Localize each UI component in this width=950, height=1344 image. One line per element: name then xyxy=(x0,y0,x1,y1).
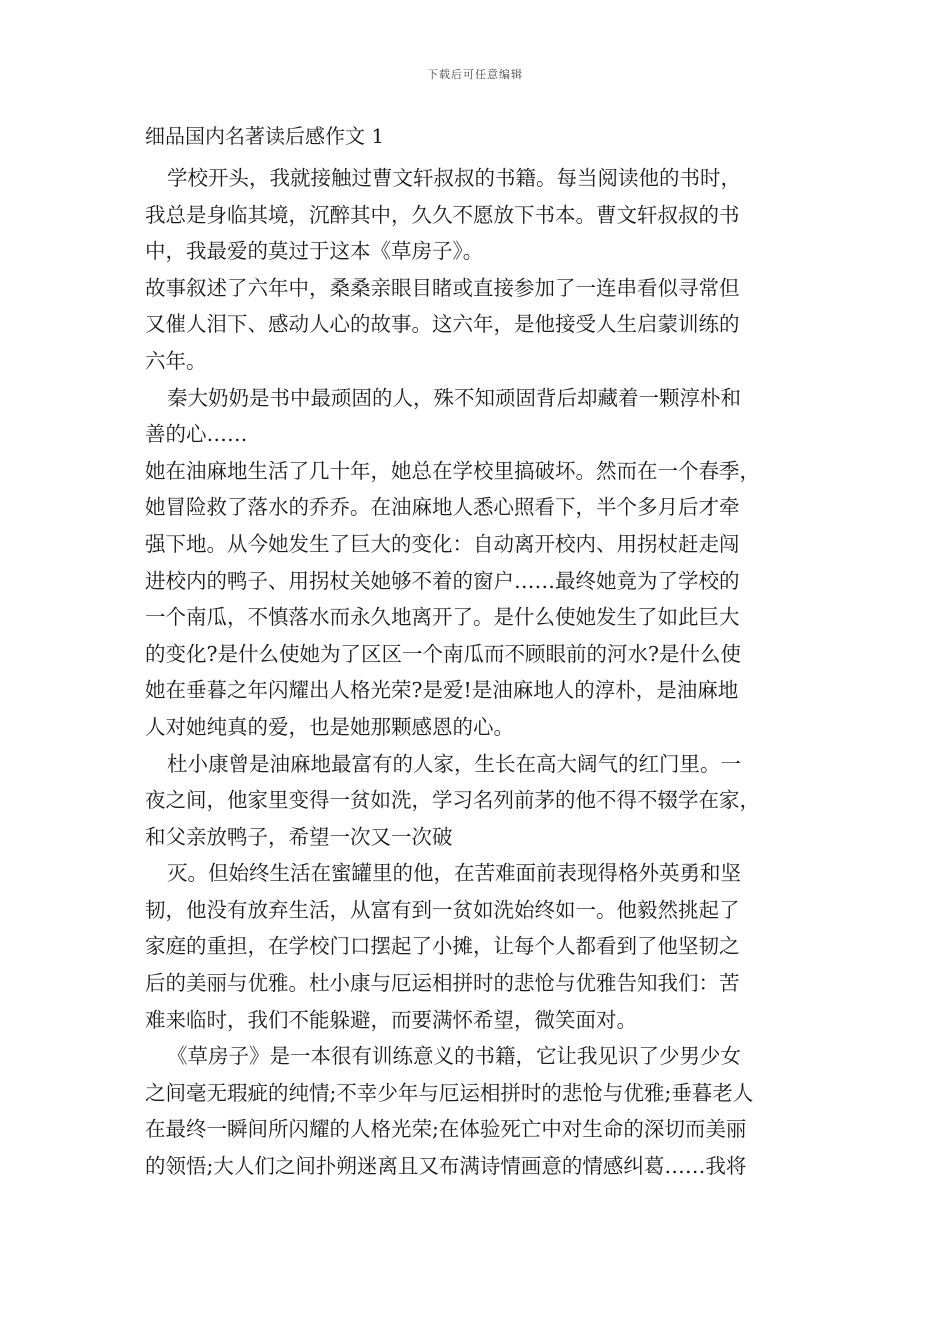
document-body xyxy=(145,160,845,1185)
body-line: 的领悟;大人们之间扑朔迷离且又布满诗情画意的情感纠葛……我将 xyxy=(145,1154,747,1179)
document-title: 细品国内名著读后感作文 1 xyxy=(145,124,385,148)
body-line: 我总是身临其境，沉醉其中，久久不愿放下书本。曹文轩叔叔的书 xyxy=(145,202,740,227)
body-line: 杜小康曾是油麻地最富有的人家，生长在高大阔气的红门里。一 xyxy=(167,751,741,776)
body-line: 人对她纯真的爱，也是她那颗感恩的心。 xyxy=(145,714,514,739)
body-line: 韧，他没有放弃生活，从富有到一贫如洗始终如一。他毅然挑起了 xyxy=(145,897,740,922)
body-line: 和父亲放鸭子，希望一次又一次破 xyxy=(145,824,453,849)
body-line: 六年。 xyxy=(145,348,207,373)
body-line: 中，我最爱的莫过于这本《草房子》。 xyxy=(145,239,484,264)
body-line: 夜之间，他家里变得一贫如洗，学习名列前茅的他不得不辍学在家， xyxy=(145,788,760,813)
body-line: 她在油麻地生活了几十年，她总在学校里搞破坏。然而在一个春季， xyxy=(145,458,760,483)
body-line: 《草房子》是一本很有训练意义的书籍，它让我见识了少男少女 xyxy=(167,1044,741,1069)
body-line: 后的美丽与优雅。杜小康与厄运相拼时的悲怆与优雅告知我们：苦 xyxy=(145,971,740,996)
body-line: 一个南瓜，不慎落水而永久地离开了。是什么使她发生了如此巨大 xyxy=(145,605,740,630)
body-line: 善的心…… xyxy=(145,422,248,447)
body-line: 难来临时，我们不能躲避，而要满怀希望，微笑面对。 xyxy=(145,1007,637,1032)
body-line: 进校内的鸭子、用拐杖关她够不着的窗户……最终她竟为了学校的 xyxy=(145,568,740,593)
body-line: 灭。但始终生活在蜜罐里的他，在苦难面前表现得格外英勇和坚 xyxy=(167,861,741,886)
body-line: 秦大奶奶是书中最顽固的人，殊不知顽固背后却藏着一颗淳朴和 xyxy=(167,385,741,410)
body-line: 之间毫无瑕疵的纯情;不幸少年与厄运相拼时的悲怆与优雅;垂暮老人 xyxy=(145,1080,754,1105)
body-line: 故事叙述了六年中，桑桑亲眼目睹或直接参加了一连串看似寻常但 xyxy=(145,275,740,300)
page-header-note: 下载后可任意编辑 xyxy=(427,68,523,81)
body-line: 在最终一瞬间所闪耀的人格光荣;在体验死亡中对生命的深切而美丽 xyxy=(145,1117,747,1142)
body-line: 她在垂暮之年闪耀出人格光荣?是爱!是油麻地人的淳朴，是油麻地 xyxy=(145,678,739,703)
body-line: 又催人泪下、感动人心的故事。这六年，是他接受人生启蒙训练的 xyxy=(145,312,740,337)
body-line: 的变化?是什么使她为了区区一个南瓜而不顾眼前的河水?是什么使 xyxy=(145,641,741,666)
body-line: 学校开头，我就接触过曹文轩叔叔的书籍。每当阅读他的书时， xyxy=(167,166,741,190)
body-line: 她冒险救了落水的乔乔。在油麻地人悉心照看下，半个多月后才牵 xyxy=(145,495,740,520)
body-line: 家庭的重担，在学校门口摆起了小摊，让每个人都看到了他坚韧之 xyxy=(145,934,740,959)
body-line: 强下地。从今她发生了巨大的变化：自动离开校内、用拐杖赶走闯 xyxy=(145,531,740,556)
